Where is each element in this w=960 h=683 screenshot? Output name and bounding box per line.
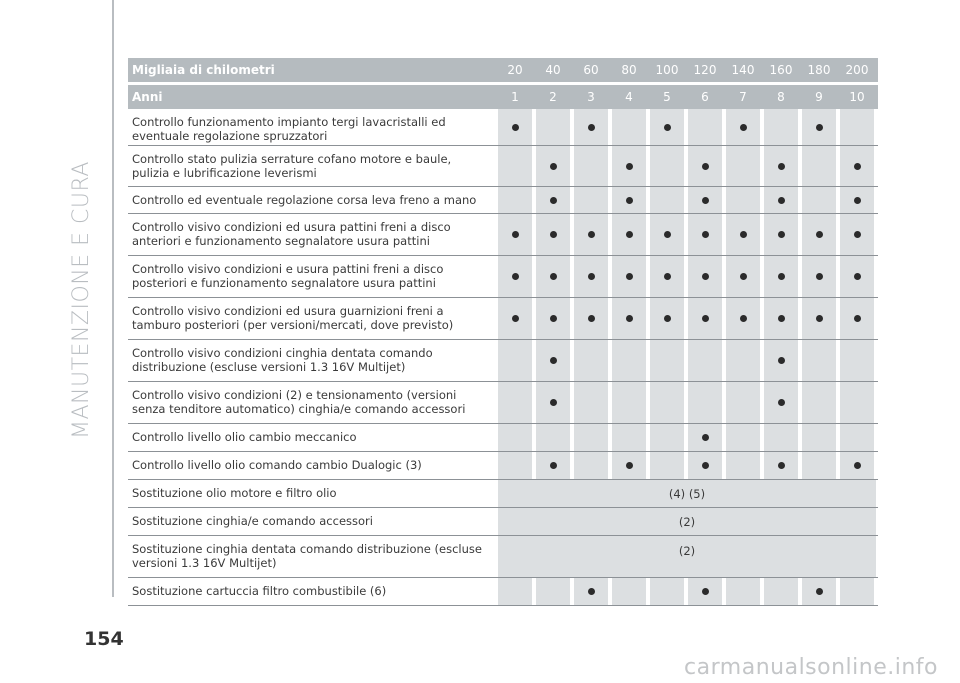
check-dot-icon	[702, 315, 709, 322]
schedule-cell	[574, 214, 608, 255]
schedule-cell	[726, 187, 760, 213]
row-label: Controllo visivo condizioni (2) e tensionamento (versioni senza tenditore automatico) cinghia/e comando accessori	[132, 388, 466, 416]
schedule-cell	[840, 424, 874, 451]
schedule-cell	[802, 298, 836, 339]
check-dot-icon	[702, 462, 709, 469]
schedule-cell	[688, 109, 722, 145]
header-km-values	[498, 58, 874, 82]
schedule-cell	[726, 298, 760, 339]
check-dot-icon	[740, 273, 747, 280]
table-body	[128, 109, 878, 606]
km-header-cell: 160	[769, 63, 793, 77]
km-header-cell: 40	[545, 63, 561, 77]
span-note-cell: (4) (5)	[498, 480, 876, 507]
schedule-cell	[536, 578, 570, 605]
schedule-cell	[574, 109, 608, 145]
schedule-cell	[802, 109, 836, 145]
schedule-cell	[802, 452, 836, 479]
check-dot-icon	[626, 231, 633, 238]
years-header-cell: 7	[739, 90, 747, 104]
km-header-cell: 120	[693, 63, 717, 77]
schedule-cell	[612, 187, 646, 213]
schedule-cell	[764, 214, 798, 255]
schedule-cell	[574, 340, 608, 381]
schedule-cell	[574, 452, 608, 479]
schedule-cell	[726, 256, 760, 297]
schedule-cell	[688, 214, 722, 255]
years-header-cell: 1	[511, 90, 519, 104]
table-row	[128, 340, 878, 382]
schedule-cell	[688, 187, 722, 213]
check-dot-icon	[550, 197, 557, 204]
schedule-cell	[764, 382, 798, 423]
row-label: Sostituzione olio motore e filtro olio	[132, 486, 337, 500]
schedule-cell	[840, 452, 874, 479]
schedule-cell	[498, 578, 532, 605]
schedule-cell	[688, 146, 722, 186]
schedule-cell	[688, 298, 722, 339]
schedule-cell	[650, 214, 684, 255]
section-divider-line	[112, 0, 114, 597]
schedule-cell	[536, 146, 570, 186]
check-dot-icon	[626, 163, 633, 170]
check-dot-icon	[778, 197, 785, 204]
years-header-cell: 2	[549, 90, 557, 104]
check-dot-icon	[740, 315, 747, 322]
row-label: Sostituzione cinghia dentata comando distribuzione (escluse versioni 1.3 16V Multijet)	[132, 542, 482, 570]
schedule-cell	[536, 214, 570, 255]
schedule-cell	[688, 340, 722, 381]
check-dot-icon	[854, 163, 861, 170]
schedule-cell	[650, 382, 684, 423]
schedule-cell	[612, 578, 646, 605]
years-header-cell: 3	[587, 90, 595, 104]
schedule-cell	[726, 424, 760, 451]
years-header-cell: 5	[663, 90, 671, 104]
schedule-cell	[498, 146, 532, 186]
schedule-cell	[612, 109, 646, 145]
schedule-cell	[688, 382, 722, 423]
table-row	[128, 536, 878, 578]
schedule-cell	[650, 109, 684, 145]
schedule-cell	[574, 298, 608, 339]
schedule-cell	[612, 256, 646, 297]
check-dot-icon	[702, 273, 709, 280]
schedule-cell	[840, 578, 874, 605]
km-header-cell: 60	[583, 63, 599, 77]
schedule-cell	[536, 109, 570, 145]
header-years-values	[498, 85, 874, 109]
schedule-cell	[536, 424, 570, 451]
check-dot-icon	[778, 163, 785, 170]
check-dot-icon	[778, 273, 785, 280]
check-dot-icon	[778, 357, 785, 364]
schedule-cell	[498, 256, 532, 297]
schedule-cell	[574, 187, 608, 213]
years-header-cell: 4	[625, 90, 633, 104]
check-dot-icon	[588, 315, 595, 322]
table-row	[128, 480, 878, 508]
schedule-cell	[498, 109, 532, 145]
row-label: Controllo stato pulizia serrature cofano motore e baule, pulizia e lubrificazione leverismi	[132, 152, 452, 180]
table-row	[128, 578, 878, 606]
schedule-cell	[498, 424, 532, 451]
schedule-cell	[612, 382, 646, 423]
km-header-cell: 200	[845, 63, 869, 77]
table-row	[128, 382, 878, 424]
row-label: Controllo livello olio cambio meccanico	[132, 430, 357, 444]
km-header-cell: 140	[731, 63, 755, 77]
check-dot-icon	[664, 231, 671, 238]
check-dot-icon	[550, 357, 557, 364]
row-label: Sostituzione cinghia/e comando accessori	[132, 514, 373, 528]
schedule-cell	[802, 214, 836, 255]
schedule-cell	[764, 256, 798, 297]
schedule-cell	[574, 146, 608, 186]
schedule-cell	[764, 146, 798, 186]
schedule-cell	[650, 578, 684, 605]
schedule-cell	[764, 187, 798, 213]
section-title: MANUTENZIONE E CURA	[69, 161, 94, 439]
table-row	[128, 214, 878, 256]
check-dot-icon	[626, 273, 633, 280]
check-dot-icon	[854, 462, 861, 469]
schedule-cell	[688, 424, 722, 451]
schedule-cell	[536, 340, 570, 381]
schedule-cell	[498, 187, 532, 213]
schedule-cell	[612, 424, 646, 451]
check-dot-icon	[854, 197, 861, 204]
schedule-cell	[726, 109, 760, 145]
watermark-text: carmanualsonline.info	[684, 655, 938, 680]
schedule-cell	[536, 452, 570, 479]
check-dot-icon	[512, 315, 519, 322]
km-header-cell: 20	[507, 63, 523, 77]
schedule-cell	[650, 256, 684, 297]
check-dot-icon	[664, 315, 671, 322]
schedule-cell	[574, 424, 608, 451]
table-row	[128, 146, 878, 187]
schedule-cell	[840, 146, 874, 186]
schedule-cell	[802, 146, 836, 186]
schedule-cell	[650, 298, 684, 339]
schedule-cell	[688, 578, 722, 605]
km-header-cell: 80	[621, 63, 637, 77]
check-dot-icon	[816, 231, 823, 238]
schedule-cell	[612, 214, 646, 255]
schedule-cell	[840, 298, 874, 339]
schedule-cell	[498, 340, 532, 381]
schedule-cell	[840, 187, 874, 213]
check-dot-icon	[550, 462, 557, 469]
table-row	[128, 256, 878, 298]
years-header-cell: 10	[849, 90, 865, 104]
schedule-cell	[650, 424, 684, 451]
schedule-cell	[726, 578, 760, 605]
schedule-cell	[688, 256, 722, 297]
schedule-cell	[650, 187, 684, 213]
row-label: Controllo visivo condizioni ed usura guarnizioni freni a tamburo posteriori (per versioni/mercati, dove previsto)	[132, 304, 454, 332]
years-header-cell: 8	[777, 90, 785, 104]
schedule-cell	[498, 452, 532, 479]
schedule-cell	[764, 109, 798, 145]
table-row	[128, 109, 878, 146]
check-dot-icon	[512, 124, 519, 131]
check-dot-icon	[816, 315, 823, 322]
header-years-label: Anni	[132, 90, 163, 104]
check-dot-icon	[550, 273, 557, 280]
row-label: Controllo ed eventuale regolazione corsa leva freno a mano	[132, 193, 477, 207]
schedule-cell	[612, 146, 646, 186]
span-note-cell: (2)	[498, 536, 876, 577]
schedule-cell	[498, 214, 532, 255]
row-label: Sostituzione cartuccia filtro combustibile (6)	[132, 584, 387, 598]
check-dot-icon	[550, 315, 557, 322]
table-row	[128, 298, 878, 340]
schedule-cell	[498, 382, 532, 423]
check-dot-icon	[854, 315, 861, 322]
check-dot-icon	[702, 197, 709, 204]
schedule-cell	[574, 578, 608, 605]
check-dot-icon	[626, 197, 633, 204]
row-label: Controllo visivo condizioni cinghia dentata comando distribuzione (escluse versioni 1.3 16V Multijet)	[132, 346, 433, 374]
table-row	[128, 508, 878, 536]
schedule-cell	[650, 146, 684, 186]
check-dot-icon	[550, 231, 557, 238]
maintenance-schedule-table	[128, 58, 878, 606]
check-dot-icon	[816, 588, 823, 595]
schedule-cell	[536, 256, 570, 297]
page-number: 154	[84, 628, 124, 650]
check-dot-icon	[550, 163, 557, 170]
header-row-years	[128, 85, 878, 109]
schedule-cell	[498, 298, 532, 339]
header-km-label: Migliaia di chilometri	[132, 63, 275, 77]
row-label: Controllo funzionamento impianto tergi lavacristalli ed eventuale regolazione spruzzatori	[132, 115, 446, 143]
check-dot-icon	[664, 124, 671, 131]
check-dot-icon	[702, 231, 709, 238]
years-header-cell: 9	[815, 90, 823, 104]
check-dot-icon	[854, 231, 861, 238]
table-row	[128, 424, 878, 452]
schedule-cell	[840, 109, 874, 145]
span-note-cell: (2)	[498, 508, 876, 535]
check-dot-icon	[740, 231, 747, 238]
check-dot-icon	[626, 315, 633, 322]
schedule-cell	[536, 382, 570, 423]
schedule-cell	[764, 298, 798, 339]
check-dot-icon	[588, 273, 595, 280]
schedule-cell	[764, 578, 798, 605]
schedule-cell	[650, 340, 684, 381]
schedule-cell	[726, 382, 760, 423]
schedule-cell	[536, 298, 570, 339]
km-header-cell: 180	[807, 63, 831, 77]
check-dot-icon	[550, 399, 557, 406]
check-dot-icon	[588, 124, 595, 131]
check-dot-icon	[588, 588, 595, 595]
schedule-cell	[764, 452, 798, 479]
schedule-cell	[840, 382, 874, 423]
schedule-cell	[764, 424, 798, 451]
check-dot-icon	[588, 231, 595, 238]
schedule-cell	[840, 340, 874, 381]
schedule-cell	[802, 256, 836, 297]
check-dot-icon	[854, 273, 861, 280]
row-label: Controllo visivo condizioni ed usura pattini freni a disco anteriori e funzionamento segnalatore usura pattini	[132, 220, 451, 248]
schedule-cell	[802, 340, 836, 381]
table-row	[128, 452, 878, 480]
schedule-cell	[574, 382, 608, 423]
schedule-cell	[840, 214, 874, 255]
schedule-cell	[802, 578, 836, 605]
schedule-cell	[612, 452, 646, 479]
check-dot-icon	[702, 434, 709, 441]
schedule-cell	[612, 340, 646, 381]
km-header-cell: 100	[655, 63, 679, 77]
schedule-cell	[726, 214, 760, 255]
row-label: Controllo visivo condizioni e usura pattini freni a disco posteriori e funzionamento segnalatore usura pattini	[132, 262, 444, 290]
check-dot-icon	[702, 163, 709, 170]
check-dot-icon	[816, 124, 823, 131]
schedule-cell	[764, 340, 798, 381]
schedule-cell	[726, 452, 760, 479]
check-dot-icon	[664, 273, 671, 280]
check-dot-icon	[626, 462, 633, 469]
schedule-cell	[726, 146, 760, 186]
check-dot-icon	[778, 231, 785, 238]
check-dot-icon	[778, 315, 785, 322]
schedule-cell	[802, 424, 836, 451]
schedule-cell	[802, 382, 836, 423]
schedule-cell	[802, 187, 836, 213]
check-dot-icon	[778, 462, 785, 469]
schedule-cell	[840, 256, 874, 297]
check-dot-icon	[778, 399, 785, 406]
schedule-cell	[726, 340, 760, 381]
check-dot-icon	[816, 273, 823, 280]
row-label: Controllo livello olio comando cambio Dualogic (3)	[132, 458, 422, 472]
header-row-km	[128, 58, 878, 82]
check-dot-icon	[702, 588, 709, 595]
check-dot-icon	[740, 124, 747, 131]
schedule-cell	[574, 256, 608, 297]
table-row	[128, 187, 878, 214]
years-header-cell: 6	[701, 90, 709, 104]
schedule-cell	[650, 452, 684, 479]
schedule-cell	[612, 298, 646, 339]
check-dot-icon	[512, 273, 519, 280]
schedule-cell	[536, 187, 570, 213]
check-dot-icon	[512, 231, 519, 238]
schedule-cell	[688, 452, 722, 479]
